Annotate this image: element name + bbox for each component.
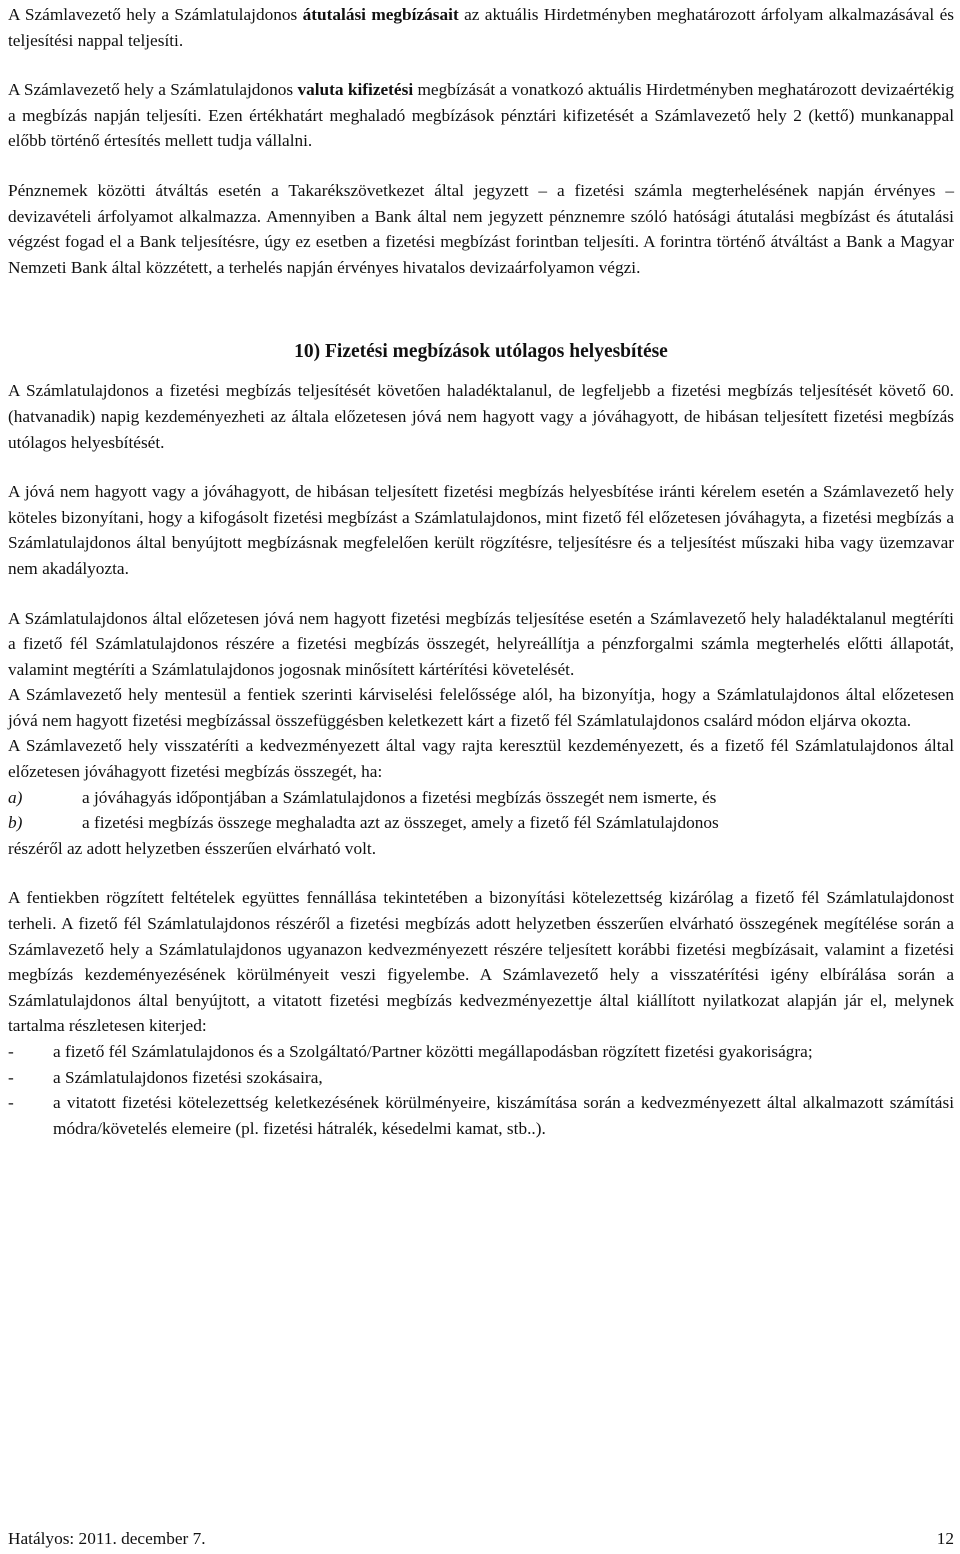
list-item-b (8, 810, 954, 836)
effective-date: Hatályos: 2011. december 7. (8, 1529, 206, 1548)
paragraph-burden-of-proof: A jóvá nem hagyott vagy a jóváhagyott, de hibásan teljesített fizetési megbízás helyesbítése iránti kérelem esetén a Számlavezető hely köteles bizonyítani, hogy a kifogásolt fizetési megbízást a Számlatulajdonos, mint fizető fél előzetesen jóváhagyta, a fizetési megbízás a Számlatulajdonos által benyújtott megbízásnak megfelelően került rögzítésre, teljesítésre és a teljesítést műszaki hiba vagy üzemzavar nem akadályozta. (8, 482, 954, 578)
paragraph-text: A Számlavezető hely a Számlatulajdonos (8, 80, 298, 100)
bold-term: valuta kifizetési (297, 80, 414, 100)
paragraph-currency-conversion: Pénznemek közötti átváltás esetén a Takarékszövetkezet által jegyzett – a fizetési számla megterhelésének napján érvényes – devizavételi árfolyamot alkalmazza. Amennyiben a Bank által nem jegyzett pénznemre szóló hatósági átutalási megbízást és átutalási végzést fogad el a Bank teljesítésre, úgy ez esetben a fizetési megbízást forintban teljesíti. A forintra történő átváltást a Bank a Magyar Nemzeti Bank által közzétett, a terhelés napján érvényes hivatalos devizaárfolyamon végzi. (8, 180, 954, 277)
paragraph-text: az aktuális Hirdetményben meghatározott árfolyam alkalmazásával és teljesítési nappal teljesíti. (8, 5, 954, 50)
document-page (8, 0, 954, 1141)
paragraph-transfer-orders (8, 2, 954, 53)
dash-item-text: a Számlatulajdonos fizetési szokásaira, (53, 1067, 323, 1087)
dash-item-text: a vitatott fizetési kötelezettség keletkezésének körülményeire, kiszámítása során a kedvezményezett által alkalmazott számítási módra/követelés elemeire (pl. fizetési hátralék, késedelmi kamat, stb..). (53, 1093, 954, 1138)
list-marker: b) (8, 813, 23, 833)
paragraph-refund-conditions: A Számlavezető hely visszatéríti a kedvezményezett által vagy rajta keresztül kezdeményezett, és a fizető fél Számlatulajdonos által előzetesen jóváhagyott fizetési megbízás összegét, ha: (8, 736, 954, 782)
paragraph-correction-deadline: A Számlatulajdonos a fizetési megbízás teljesítését követően haladéktalanul, de legfeljebb a fizetési megbízás teljesítését követő 60. (hatvanadik) napig kezdeményezheti az általa előzetesen jóvá nem hagyott vagy a jóváhagyott, de hibásan teljesített fizetési megbízás utólagos helyesbítését. (8, 381, 954, 452)
paragraph-text: megbízását a vonatkozó aktuális Hirdetményben meghatározott devizaértékig a megbízás napján teljesíti. Ezen értékhatárt meghaladó megbízások pénztári kifizetését a Számlavezető hely 2 (kettő) munkanappal előbb történő értesítés mellett tudja vállalni. (8, 80, 954, 151)
list-item-text: a jóváhagyás időpontjában a Számlatulajdonos a fizetési megbízás összegét nem ismerte, és (82, 787, 717, 807)
paragraph-proof-obligation: A fentiekben rögzített feltételek együttes fennállása tekintetében a bizonyítási kötelezettség kizárólag a fizető fél Számlatulajdonost terheli. A fizető fél Számlatulajdonos részéről a fizetési megbízás adott helyzetben ésszerűen elvárható összegének megítélése során a Számlavezető hely a Számlatulajdonos ugyanazon kedvezményezett részére teljesített korábbi fizetési megbízásait, valamint a fizetési megbízás kezdeményezésének körülményeit veszi figyelembe. A Számlavezető hely a visszatérítési igény elbírálása során a Számlatulajdonos által benyújtott, a vitatott fizetési megbízás kedvezményezettje által kiállított nyilatkozat alapján jár el, melynek tartalma részletesen kiterjed: (8, 888, 954, 1036)
list-item-a (8, 785, 954, 811)
dash-marker: - (8, 1067, 14, 1087)
bold-term: átutalási megbízásait (302, 5, 459, 24)
dash-marker: - (8, 1042, 14, 1061)
list-marker: a) (8, 787, 23, 807)
page-number: 12 (936, 1529, 954, 1548)
paragraph-currency-withdrawal (8, 77, 954, 154)
list-item-continuation: részéről az adott helyzetben ésszerűen elvárható volt. (8, 838, 377, 858)
list-item-text: a fizetési megbízás összege meghaladta azt az összeget, amely a fizető fél Számlatulajdonos (82, 813, 719, 833)
dash-list-item (8, 1090, 954, 1141)
paragraph-text: A Számlavezető hely a Számlatulajdonos (8, 5, 303, 24)
dash-marker: - (8, 1093, 14, 1113)
page-footer (8, 1528, 954, 1550)
paragraph-liability-exemption: A Számlavezető hely mentesül a fentiek szerinti kárviselési felelőssége alól, ha bizonyítja, hogy a Számlatulajdonos által előzetesen jóvá nem hagyott fizetési megbízással összefüggésben keletkezett kárt a fizető fél Számlatulajdonos csalárd módon eljárva okozta. (8, 685, 954, 730)
paragraph-refund-unauthorized: A Számlatulajdonos által előzetesen jóvá nem hagyott fizetési megbízás teljesítése esetén a Számlavezető hely haladéktalanul megtéríti a fizető fél Számlatulajdonos részére a fizetési megbízás összegét, helyreállítja a pénzforgalmi számla megterhelés előtti állapotát, valamint megtéríti a Számlatulajdonos jogosnak minősített kártérítési követelését. (8, 608, 954, 679)
dash-item-text: a fizető fél Számlatulajdonos és a Szolgáltató/Partner közötti megállapodásban rögzített fizetési gyakoriságra; (53, 1042, 813, 1061)
dash-list-item (8, 1065, 954, 1091)
dash-list-item (8, 1039, 954, 1065)
section-heading: 10) Fizetési megbízások utólagos helyesbítése (294, 341, 668, 363)
